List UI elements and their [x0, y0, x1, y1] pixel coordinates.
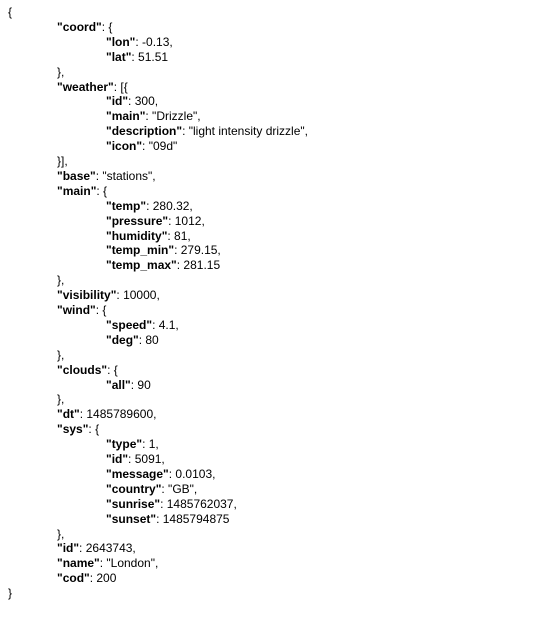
- json-key: "message": [106, 466, 169, 481]
- json-value: : "Drizzle",: [145, 109, 201, 124]
- json-key: "humidity": [106, 228, 168, 243]
- json-value: : 1485789600,: [79, 407, 157, 422]
- json-brace: },: [57, 392, 65, 407]
- json-key: "name": [57, 556, 100, 571]
- json-key: "sunset": [106, 511, 157, 526]
- json-brace: },: [57, 526, 65, 541]
- json-value: : 5091,: [128, 452, 165, 466]
- json-value: : 51.51: [131, 49, 169, 64]
- json-key: "id": [57, 541, 80, 556]
- json-key: "speed": [106, 317, 153, 332]
- json-value: : 279.15,: [174, 243, 221, 258]
- json-line: [106, 378, 151, 393]
- json-value: : 1485794875: [156, 511, 230, 526]
- json-value: : 80: [138, 332, 159, 347]
- json-line: [106, 109, 201, 124]
- json-line: [106, 94, 158, 109]
- json-value: : 1,: [142, 437, 159, 452]
- json-value: : "stations",: [95, 168, 156, 183]
- json-value: : "GB",: [161, 481, 198, 496]
- json-line: [57, 20, 112, 35]
- json-brace: {: [8, 5, 13, 19]
- json-line: [8, 5, 12, 20]
- json-line: [106, 139, 177, 154]
- json-value: : 280.32,: [146, 198, 193, 213]
- json-value: : 90: [130, 377, 151, 392]
- json-key: "base": [57, 168, 96, 183]
- json-line: [57, 303, 106, 318]
- json-key: "deg": [106, 332, 139, 347]
- json-line: [106, 243, 221, 258]
- json-line: [106, 497, 237, 512]
- json-value: : 300,: [128, 94, 159, 109]
- json-key: "visibility": [57, 288, 117, 303]
- json-line: [106, 512, 229, 527]
- json-line: [106, 50, 168, 65]
- json-value: : 0.0103,: [168, 466, 216, 481]
- json-value: : {: [107, 362, 118, 377]
- json-line: [57, 363, 118, 378]
- json-value: : "London",: [99, 556, 159, 571]
- json-key: "clouds": [57, 362, 108, 377]
- json-value: : {: [101, 19, 113, 34]
- json-key: "main": [106, 109, 146, 124]
- json-line: [106, 214, 205, 229]
- json-value: : 1012,: [168, 213, 205, 228]
- json-value: : 281.15: [176, 258, 221, 273]
- json-key: "id": [106, 452, 129, 466]
- json-key: "lon": [106, 34, 136, 49]
- json-key: "main": [57, 183, 97, 198]
- json-key: "cod": [57, 571, 90, 586]
- json-key: "pressure": [106, 213, 169, 228]
- json-line: [57, 556, 158, 571]
- json-line: [57, 65, 64, 80]
- json-line: [106, 482, 197, 497]
- json-value: : {: [88, 422, 100, 437]
- json-key: "all": [106, 377, 131, 392]
- json-value: : {: [96, 183, 108, 198]
- json-line: [8, 586, 12, 601]
- json-key: "temp_max": [106, 258, 177, 273]
- json-value: : 4.1,: [152, 317, 179, 332]
- json-line: [57, 571, 116, 586]
- json-line: [106, 333, 159, 348]
- json-line: [106, 199, 193, 214]
- json-brace: },: [57, 64, 65, 79]
- json-line: [57, 422, 99, 437]
- json-line: [106, 452, 165, 467]
- json-value: : 10000,: [116, 288, 160, 303]
- json-key: "temp": [106, 198, 147, 213]
- json-line: [57, 154, 68, 169]
- json-line: [106, 437, 159, 452]
- json-line: [57, 541, 136, 556]
- json-value: : 2643743,: [79, 541, 136, 556]
- json-line: [106, 124, 308, 139]
- json-key: "sys": [57, 422, 89, 437]
- json-value: : 1485762037,: [160, 496, 237, 511]
- json-line: [57, 527, 64, 542]
- json-brace: }: [8, 586, 13, 601]
- json-value: : "light intensity drizzle",: [182, 124, 308, 139]
- json-value: : -0.13,: [135, 34, 173, 49]
- json-value: : "09d": [142, 139, 178, 154]
- json-brace: }],: [57, 154, 68, 168]
- json-value: : {: [95, 303, 107, 317]
- json-line: [57, 80, 128, 95]
- json-line: [57, 407, 156, 422]
- json-key: "lat": [106, 49, 132, 64]
- json-key: "type": [106, 437, 143, 452]
- json-line: [57, 273, 64, 288]
- json-brace: },: [57, 273, 65, 288]
- json-line: [57, 392, 64, 407]
- json-value: : 81,: [167, 228, 191, 243]
- json-line: [106, 258, 220, 273]
- json-key: "country": [106, 481, 162, 496]
- json-line: [57, 169, 156, 184]
- json-value: : 200: [89, 571, 117, 586]
- json-key: "dt": [57, 407, 80, 422]
- json-line: [106, 318, 179, 333]
- json-key: "weather": [57, 79, 114, 94]
- json-line: [106, 229, 191, 244]
- json-key: "wind": [57, 303, 96, 317]
- json-key: "id": [106, 94, 129, 109]
- json-line: [106, 467, 215, 482]
- json-key: "sunrise": [106, 496, 161, 511]
- json-key: "icon": [106, 139, 143, 154]
- json-key: "description": [106, 124, 183, 139]
- json-brace: },: [57, 347, 65, 362]
- json-line: [106, 35, 173, 50]
- json-key: "temp_min": [106, 243, 175, 258]
- json-line: [57, 184, 107, 199]
- json-line: [57, 348, 64, 363]
- json-line: [57, 288, 160, 303]
- json-key: "coord": [57, 19, 102, 34]
- json-value: : [{: [113, 79, 128, 94]
